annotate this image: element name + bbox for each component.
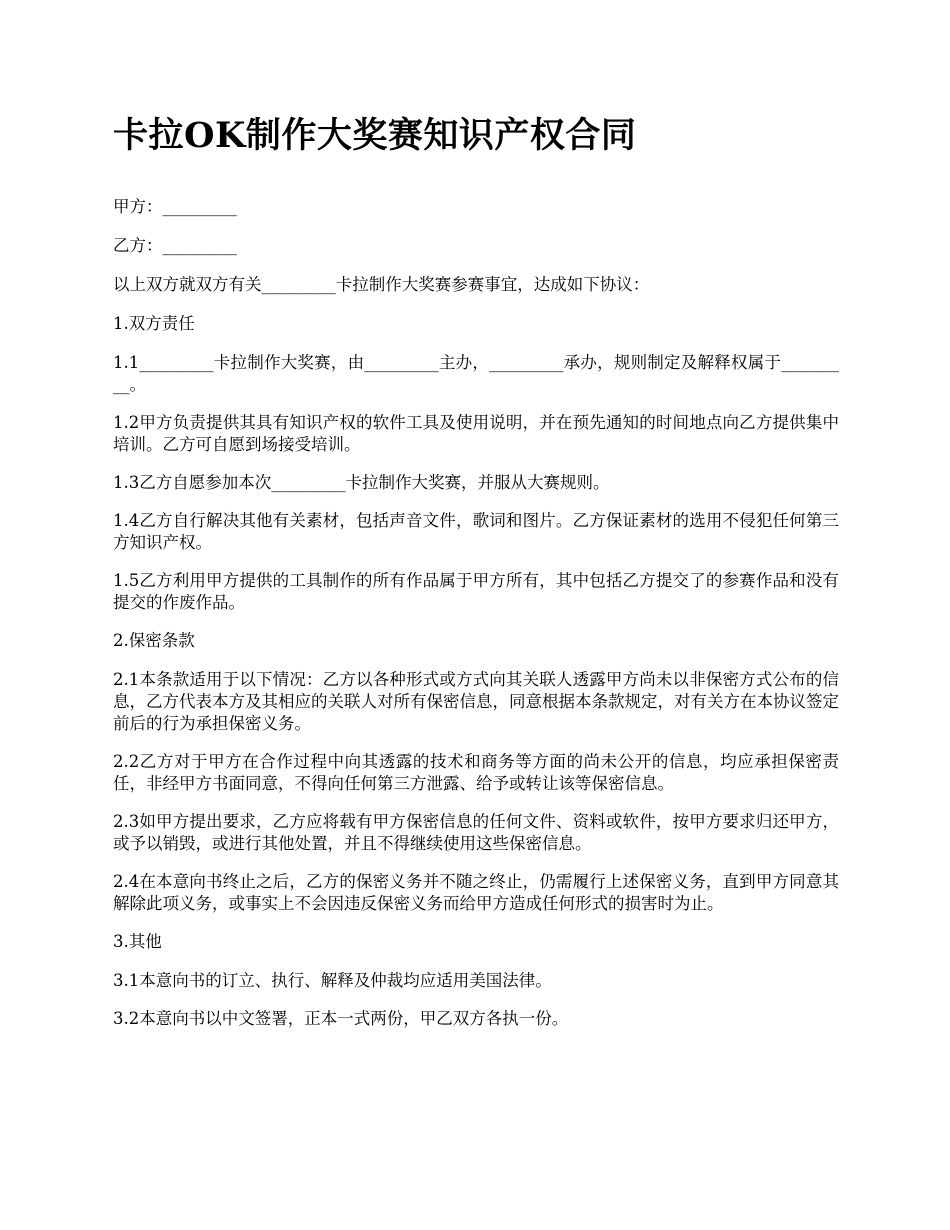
section-heading-2: 2.保密条款 (113, 631, 195, 650)
clause-1-3: 1.3乙方自愿参加本次_________卡拉制作大奖赛，并服从大赛规则。 (113, 473, 610, 492)
section-heading-3: 3.其他 (113, 932, 162, 951)
clause-1-2: 1.2甲方负责提供其具有知识产权的软件工具及使用说明，并在预先通知的时间地点向乙方提供集中培训。乙方可自愿到场接受培训。 (113, 413, 839, 454)
clause-1-5: 1.5乙方利用甲方提供的工具制作的所有作品属于甲方所有，其中包括乙方提交了的参赛作品和没有提交的作废作品。 (113, 571, 839, 612)
section-heading-1: 1.双方责任 (113, 314, 195, 333)
clause-2-3: 2.3如甲方提出要求，乙方应将载有甲方保密信息的任何文件、资料或软件，按甲方要求归还甲方，或予以销毁，或进行其他处置，并且不得继续使用这些保密信息。 (113, 812, 839, 853)
intro-paragraph: 以上双方就双方有关_________卡拉制作大奖赛参赛事宜，达成如下协议： (113, 275, 650, 294)
clause-1-1: 1.1_________卡拉制作大奖赛，由_________主办，_________承办，规则制定及解释权属于_________。 (113, 353, 839, 394)
party-a-line: 甲方：_________ (113, 197, 237, 216)
clause-3-2: 3.2本意向书以中文签署，正本一式两份，甲乙双方各执一份。 (113, 1009, 569, 1028)
clause-1-4: 1.4乙方自行解决其他有关素材，包括声音文件，歌词和图片。乙方保证素材的选用不侵犯任何第三方知识产权。 (113, 511, 839, 552)
clause-2-2: 2.2乙方对于甲方在合作过程中向其透露的技术和商务等方面的尚未公开的信息，均应承担保密责任，非经甲方书面同意，不得向任何第三方泄露、给予或转让该等保密信息。 (113, 752, 839, 793)
document-page (113, 112, 839, 1046)
party-b-line: 乙方：_________ (113, 236, 237, 255)
document-title: 卡拉OK制作大奖赛知识产权合同 (113, 115, 637, 156)
clause-2-1: 2.1本条款适用于以下情况：乙方以各种形式或方式向其关联人透露甲方尚未以非保密方式公布的信息，乙方代表本方及其相应的关联人对所有保密信息，同意根据本条款规定，对有关方在本协议签定前后的行为承担保密义务。 (113, 670, 839, 733)
clause-2-4: 2.4在本意向书终止之后，乙方的保密义务并不随之终止，仍需履行上述保密义务，直到甲方同意其解除此项义务，或事实上不会因违反保密义务而给甲方造成任何形式的损害时为止。 (113, 872, 839, 913)
clause-3-1: 3.1本意向书的订立、执行、解释及仲裁均应适用美国法律。 (113, 971, 552, 990)
